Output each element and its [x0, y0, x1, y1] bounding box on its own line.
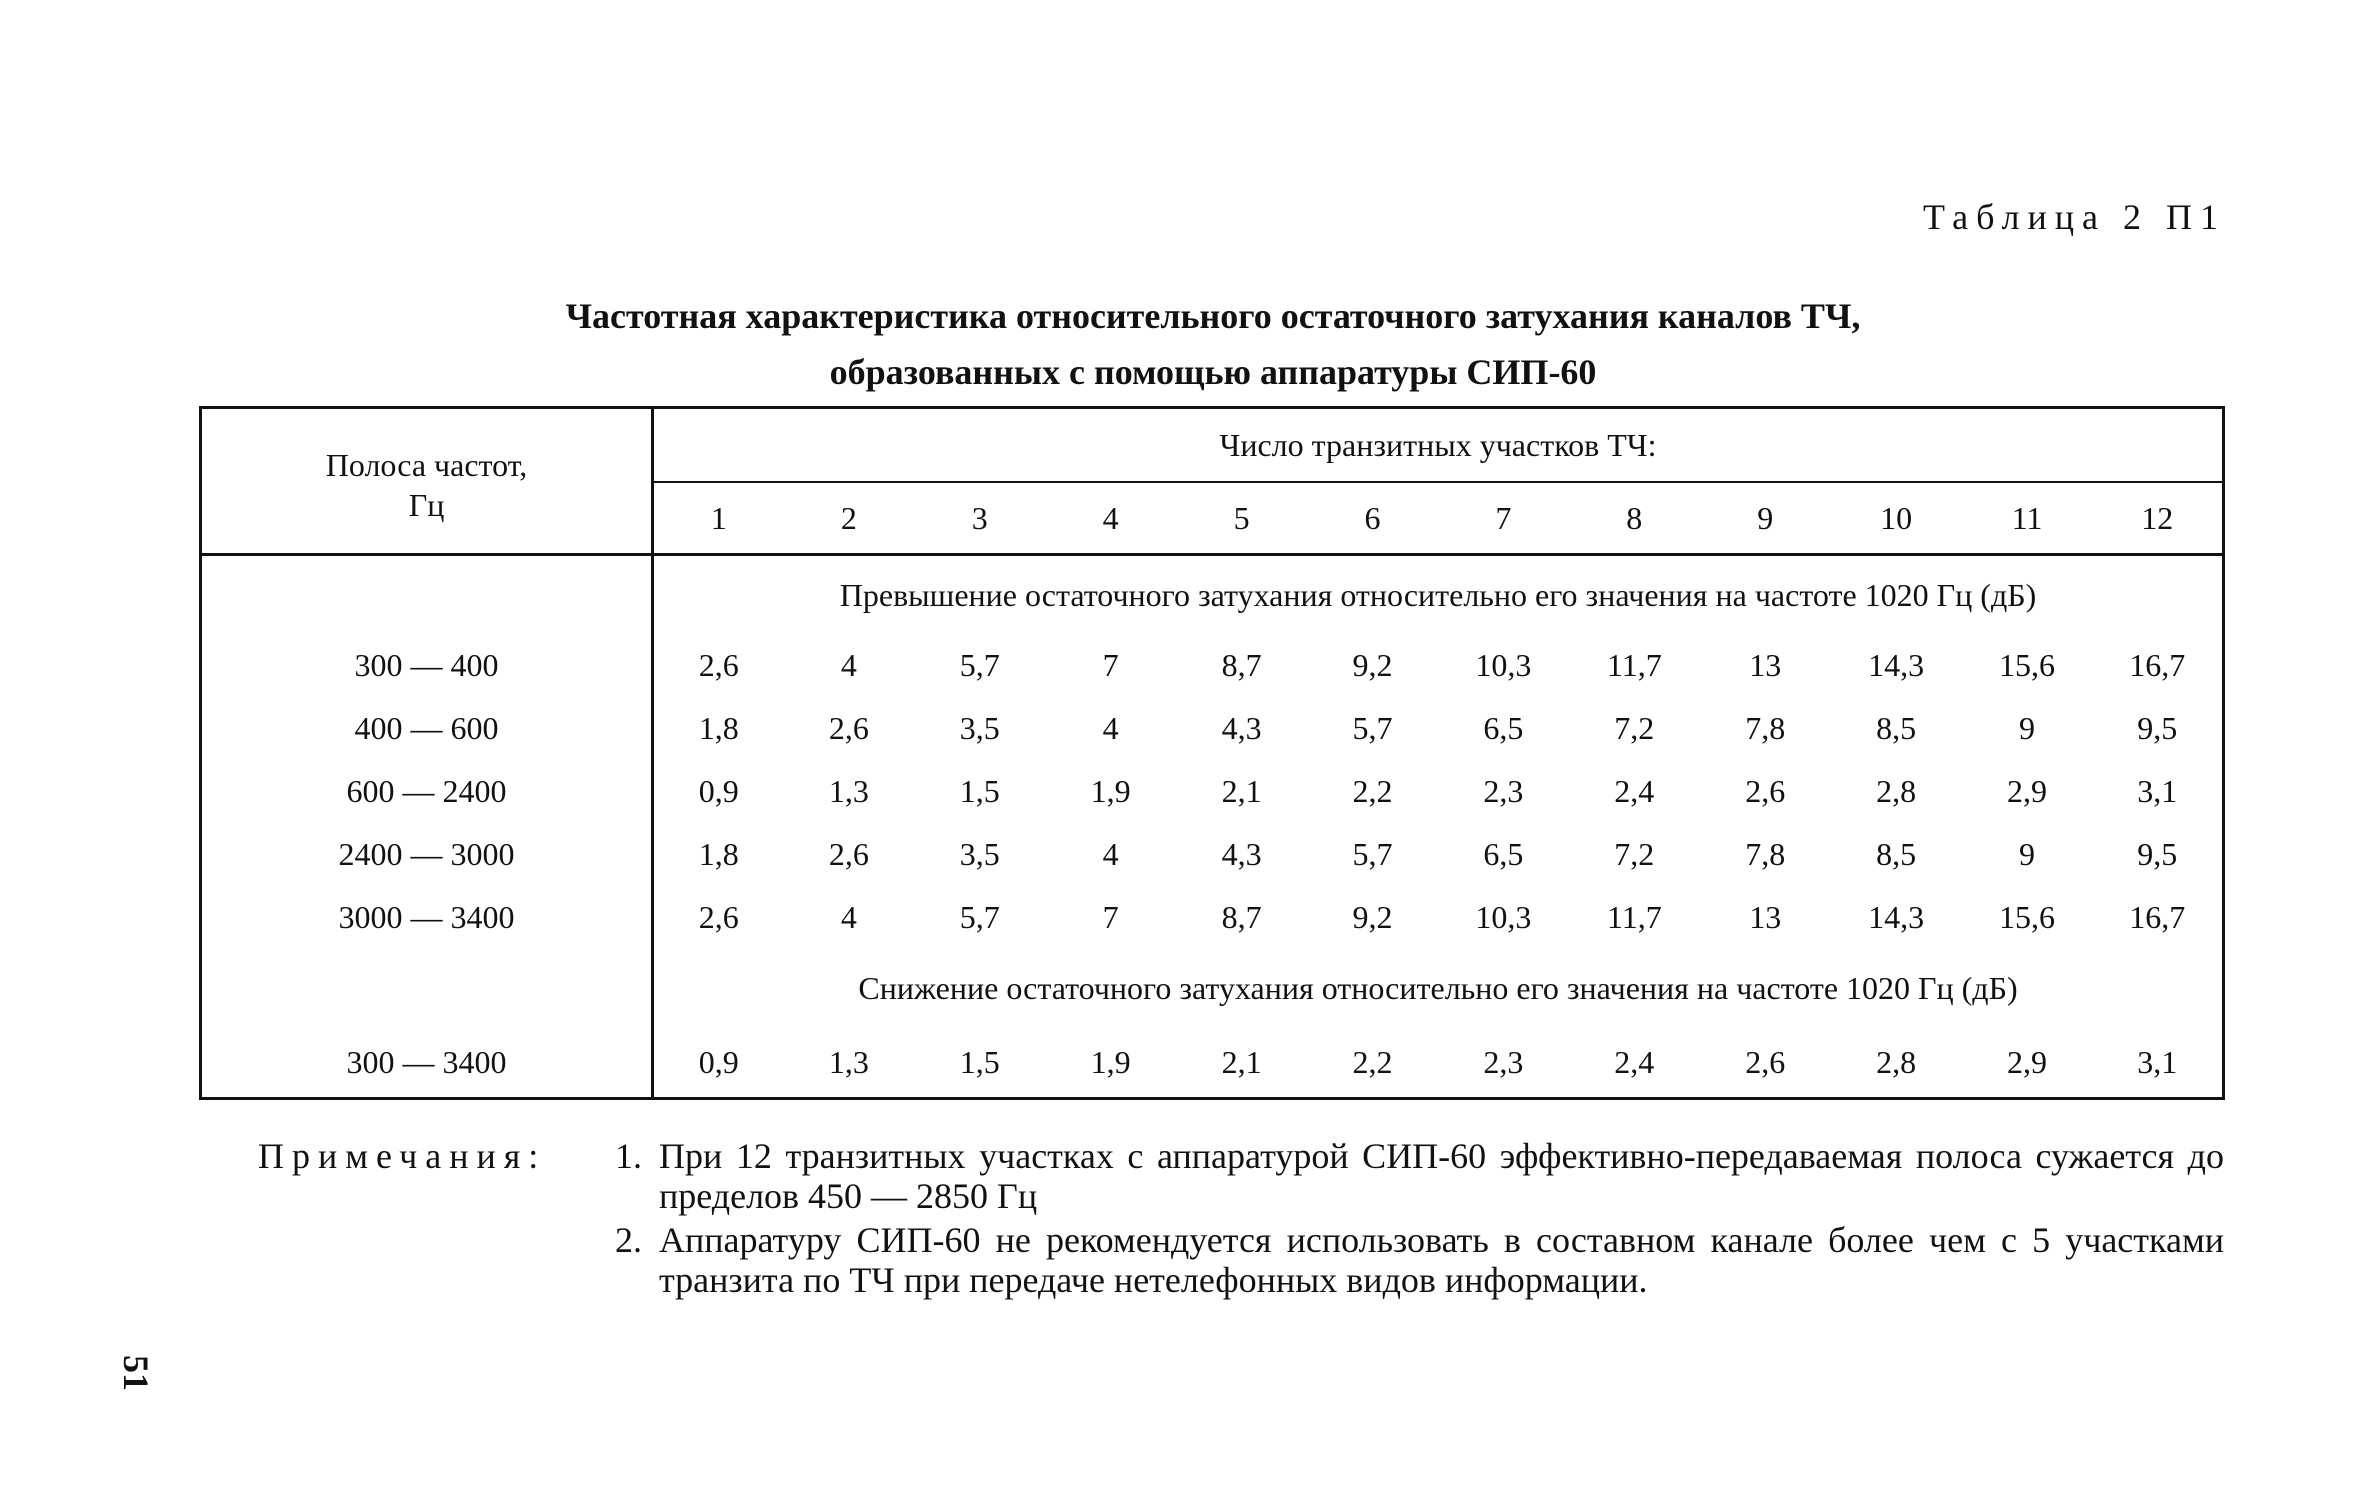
- value-cell: 8,7: [1221, 647, 1262, 683]
- value-cell: 2,6: [698, 899, 739, 935]
- table-row: [201, 1027, 2224, 1099]
- column-header-2: 2: [783, 482, 914, 555]
- band-cell: 3000 — 3400: [201, 886, 653, 949]
- value-cell: 4: [840, 647, 857, 683]
- value-cell: 5,7: [959, 899, 1000, 935]
- value-cell: 10,3: [1475, 647, 1532, 683]
- value-cell: 2,3: [1483, 773, 1524, 809]
- value-cell: 15,6: [1999, 647, 2056, 683]
- value-cell: 2,4: [1614, 773, 1655, 809]
- note-1-number: 1.: [615, 1136, 642, 1176]
- page-number: 51: [116, 1355, 156, 1391]
- value-cell: 4: [1102, 710, 1119, 746]
- note-item-1: [615, 1136, 2224, 1216]
- value-cell: 9,5: [2092, 823, 2223, 886]
- value-cell: 2,8: [1831, 1027, 1962, 1099]
- value-cell: 13: [1749, 899, 1782, 935]
- value-cell: 4,3: [1221, 836, 1262, 872]
- column-header-5: 5: [1176, 482, 1307, 555]
- note-item-2: [615, 1220, 2224, 1300]
- column-header-1: 1: [653, 482, 784, 555]
- column-header-11: 11: [1962, 482, 2093, 555]
- value-cell: 7,8: [1745, 836, 1786, 872]
- value-cell: 7,8: [1745, 710, 1786, 746]
- value-cell: 4: [840, 899, 857, 935]
- value-cell: 1,5: [959, 773, 1000, 809]
- band-cell: 2400 — 3000: [201, 823, 653, 886]
- column-header-3: 3: [914, 482, 1045, 555]
- value-cell: 1,3: [828, 773, 869, 809]
- value-cell: 9,2: [1352, 647, 1393, 683]
- value-cell: 1,8: [698, 836, 739, 872]
- value-cell: 2,6: [828, 710, 869, 746]
- value-cell: 1,9: [1090, 773, 1131, 809]
- column-header-4: 4: [1045, 482, 1176, 555]
- value-cell: 1,9: [1045, 1027, 1176, 1099]
- table-row: [201, 823, 2224, 886]
- value-cell: 4,3: [1221, 710, 1262, 746]
- value-cell: 7,2: [1614, 836, 1655, 872]
- value-cell: 2,6: [698, 647, 739, 683]
- value-cell: 7,2: [1614, 710, 1655, 746]
- value-cell: 13: [1749, 647, 1782, 683]
- value-cell: 0,9: [653, 1027, 784, 1099]
- value-cell: 2,6: [1700, 1027, 1831, 1099]
- value-cell: 16,7: [2092, 886, 2223, 949]
- value-cell: 2,1: [1221, 773, 1262, 809]
- column-header-9: 9: [1700, 482, 1831, 555]
- value-cell: 3,1: [2092, 1027, 2223, 1099]
- table-title-line-1: Частотная характеристика относительного остаточного затухания каналов ТЧ,: [565, 296, 1861, 336]
- value-cell: 5,7: [959, 647, 1000, 683]
- value-cell: 2,1: [1176, 1027, 1307, 1099]
- value-cell: 9,5: [2092, 697, 2223, 760]
- column-header-8: 8: [1569, 482, 1700, 555]
- value-cell: 11,7: [1606, 647, 1662, 683]
- band-cell-empty: [201, 555, 653, 635]
- value-cell: 7: [1102, 647, 1119, 683]
- value-cell: 5,7: [1352, 836, 1393, 872]
- table-row: [201, 760, 2224, 823]
- value-cell: 2,3: [1438, 1027, 1569, 1099]
- column-header-6: 6: [1307, 482, 1438, 555]
- note-2-number: 2.: [615, 1220, 642, 1260]
- band-cell: 300 — 400: [201, 634, 653, 697]
- band-header-line-2: Гц: [408, 487, 445, 523]
- table-row: [201, 697, 2224, 760]
- value-cell: 1,8: [698, 710, 739, 746]
- value-cell: 9: [2019, 836, 2036, 872]
- band-column-header: [201, 408, 653, 555]
- value-cell: 3,5: [959, 710, 1000, 746]
- attenuation-table: [199, 406, 2225, 1100]
- column-header-12: 12: [2092, 482, 2223, 555]
- value-cell: 15,6: [1999, 899, 2056, 935]
- value-cell: 8,5: [1876, 836, 1917, 872]
- band-cell-empty: [201, 949, 653, 1027]
- value-cell: 2,6: [828, 836, 869, 872]
- value-cell: 2,8: [1876, 773, 1917, 809]
- value-cell: 2,9: [2007, 773, 2048, 809]
- notes-lead: Примечания:: [258, 1136, 547, 1176]
- value-cell: 0,9: [698, 773, 739, 809]
- value-cell: 2,2: [1352, 773, 1393, 809]
- note-2-text: Аппаратуру СИП-60 не рекомендуется использовать в составном канале более чем с 5 участками транзита по ТЧ при передаче нетелефонных видов информации.: [659, 1220, 2224, 1300]
- column-header-7: 7: [1438, 482, 1569, 555]
- section-heading: Снижение остаточного затухания относительно его значения на частоте 1020 Гц (дБ): [653, 949, 2224, 1027]
- value-cell: 9: [2019, 710, 2036, 746]
- value-cell: 6,5: [1483, 836, 1524, 872]
- value-cell: 1,3: [783, 1027, 914, 1099]
- value-cell: 14,3: [1868, 647, 1925, 683]
- transit-count-header: Число транзитных участков ТЧ:: [653, 408, 2224, 483]
- band-cell: 400 — 600: [201, 697, 653, 760]
- value-cell: 2,4: [1569, 1027, 1700, 1099]
- table-title: [200, 288, 2226, 400]
- table-title-line-2: образованных с помощью аппаратуры СИП-60: [829, 352, 1597, 392]
- value-cell: 16,7: [2092, 634, 2223, 697]
- value-cell: 5,7: [1352, 710, 1393, 746]
- band-header-line-1: Полоса частот,: [325, 447, 528, 483]
- section-heading: Превышение остаточного затухания относительно его значения на частоте 1020 Гц (дБ): [653, 555, 2224, 635]
- value-cell: 2,9: [1962, 1027, 2093, 1099]
- value-cell: 1,5: [914, 1027, 1045, 1099]
- value-cell: 9,2: [1352, 899, 1393, 935]
- note-1-text: При 12 транзитных участках с аппаратурой СИП-60 эффективно-передаваемая полоса сужается до пределов 450 — 2850 Гц: [659, 1136, 2224, 1216]
- value-cell: 3,5: [959, 836, 1000, 872]
- value-cell: 3,1: [2092, 760, 2223, 823]
- table-row: [201, 886, 2224, 949]
- band-cell: 300 — 3400: [201, 1027, 653, 1099]
- value-cell: 2,6: [1745, 773, 1786, 809]
- value-cell: 4: [1102, 836, 1119, 872]
- table-row: [201, 634, 2224, 697]
- value-cell: 10,3: [1475, 899, 1532, 935]
- value-cell: 8,7: [1221, 899, 1262, 935]
- value-cell: 8,5: [1876, 710, 1917, 746]
- column-header-10: 10: [1831, 482, 1962, 555]
- value-cell: 14,3: [1868, 899, 1925, 935]
- value-cell: 7: [1102, 899, 1119, 935]
- value-cell: 6,5: [1483, 710, 1524, 746]
- value-cell: 2,2: [1307, 1027, 1438, 1099]
- table-number-label: Таблица 2 П1: [1923, 197, 2226, 237]
- band-cell: 600 — 2400: [201, 760, 653, 823]
- value-cell: 11,7: [1606, 899, 1662, 935]
